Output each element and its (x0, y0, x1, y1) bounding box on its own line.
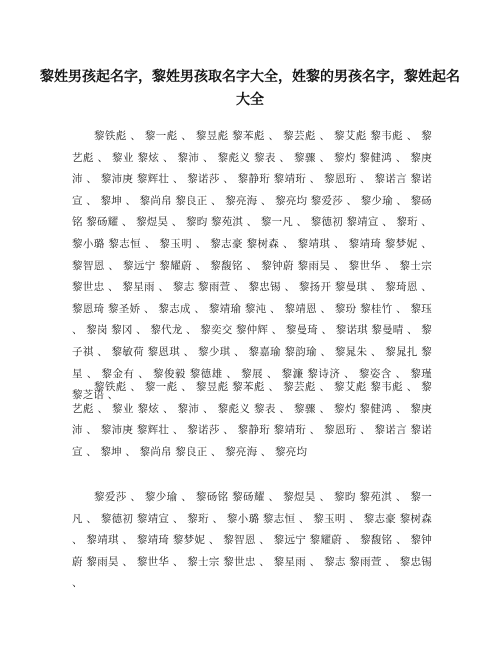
name-list-paragraph: 黎爱莎 、 黎少瑜 、 黎砀铭 黎砀耀 、 黎煜昊 、 黎昀 黎苑淇 、 黎一凡 、 黎德初 黎靖宣 、 黎珩 、 黎小璐 黎志恒 、 黎玉明 、 黎志豪 黎树森 、 黎靖琪 、 黎靖琦 黎梦妮 、 黎智恩 、 黎远宁 黎耀蔚 、 黎馥铭 、 黎钟蔚 黎雨昊 、 黎世华 、 黎士宗 黎世忠 、 黎星雨 、 黎志 黎雨萱 、 黎忠锡 、 (72, 491, 432, 590)
document-title: 黎姓男孩起名字，黎姓男孩取名字大全，姓黎的男孩名字，黎姓起名大全 (40, 69, 460, 108)
name-list-paragraph: 黎铁彪 、 黎一彪 、 黎昱彪 黎苯彪 、 黎芸彪 、 黎艾彪 黎韦彪 、 黎艺彪 、 黎业 黎炫 、 黎沛 、 黎彪义 黎表 、 黎骤 、 黎灼 黎健鸿 、 黎庚沛 、 黎沛庚 黎辉壮 、 黎诺莎 、 黎静珩 黎靖珩 、 黎恩珩 、 黎诺言 黎诺宣 、 黎坤 、 黎尚帛 黎良正 、 黎亮海 、 黎亮均 黎爱莎 、 黎少瑜 、 黎砀铭 黎砀耀 、 黎煜昊 、 黎昀 黎苑淇 、 黎一凡 、 黎德初 黎靖宣 、 黎珩 、 黎小璐 黎志恒 、 黎玉明 、 黎志豪 黎树森 、 黎靖琪 、 黎靖琦 黎梦妮 、 黎智恩 、 黎远宁 黎耀蔚 、 黎馥铭 、 黎钟蔚 黎雨昊 、 黎世华 、 黎士宗 黎世忠 、 黎星雨 、 黎志 黎雨萱 、 黎忠锡 、 黎扬开 黎曼琪 、 黎琦恩 、 黎恩琦 黎圣娇 、 黎志成 、 黎靖瑜 黎沌 、 黎靖恩 、 黎玢 黎桂竹 、 黎珏 、 黎岗 黎冈 、 黎代龙 、 黎奕交 黎仲辉 、 黎曼琦 、 黎诺琪 黎曼晴 、 黎子祺 、 黎敏荷 黎恩琪 、 黎少琪 、 黎嘉瑜 黎韵瑜 、 黎晁朱 、 黎晁扎 黎星 、 黎金有 、 黎俊毅 黎德雄 、 黎展 、 黎濂 黎诗济 、 黎姿含 、 黎瑾 黎芝语 、 (72, 130, 432, 402)
name-list-paragraph: 黎铁彪 、 黎一彪 、 黎昱彪 黎苯彪 、 黎芸彪 、 黎艾彪 黎韦彪 、 黎艺彪 、 黎业 黎炫 、 黎沛 、 黎彪义 黎表 、 黎骤 、 黎灼 黎健鸿 、 黎庚沛 、 黎沛庚 黎辉壮 、 黎诺莎 、 黎静珩 黎靖珩 、 黎恩珩 、 黎诺言 黎诺宣 、 黎坤 、 黎尚帛 黎良正 、 黎亮海 、 黎亮均 (72, 381, 432, 458)
